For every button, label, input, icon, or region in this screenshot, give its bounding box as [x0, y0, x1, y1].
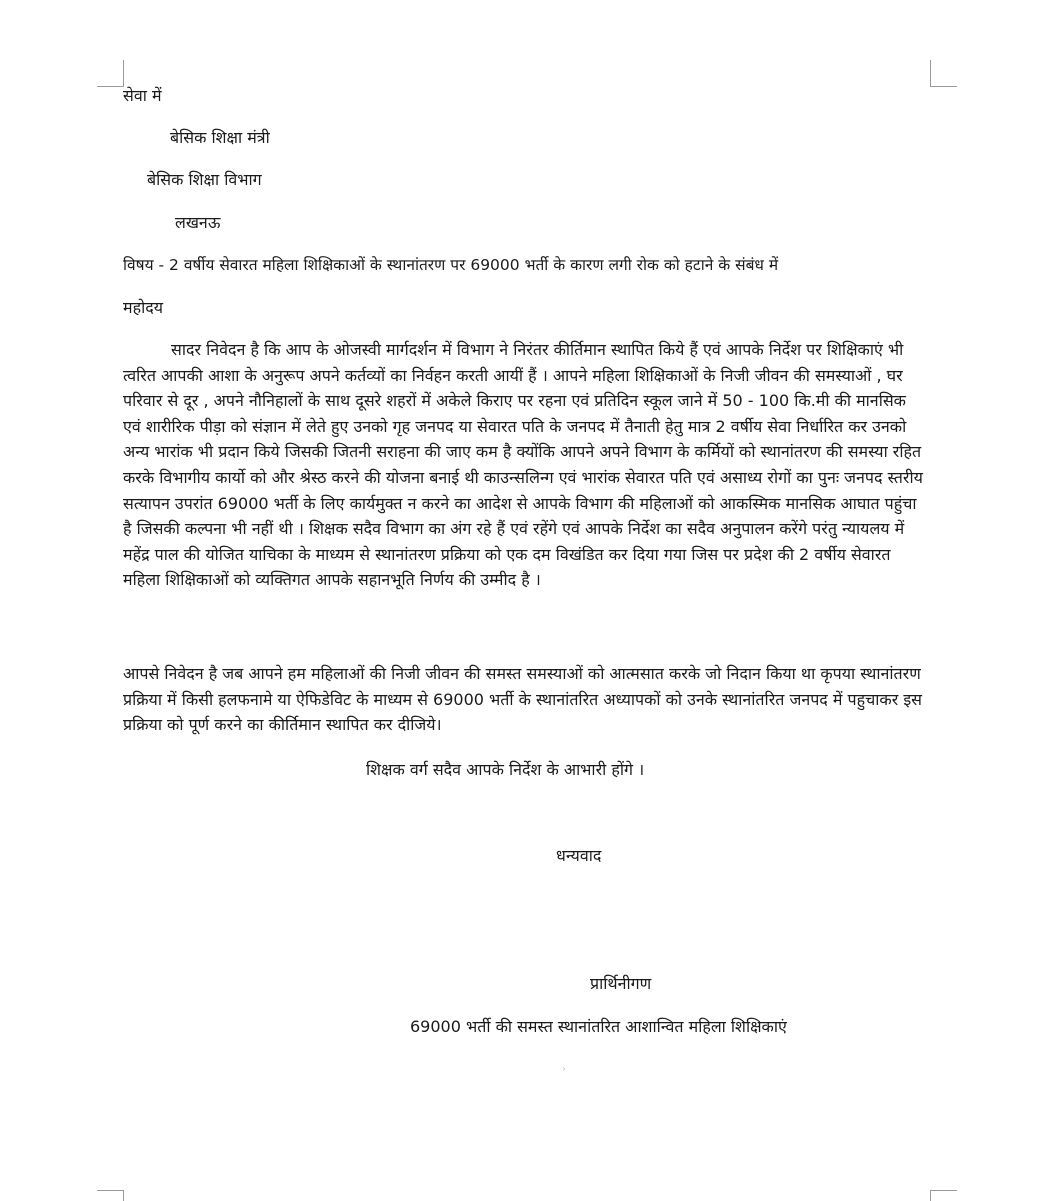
body-paragraph-1 — [123, 337, 925, 593]
faint-mark: › — [562, 1064, 566, 1075]
salutation-to: सेवा में — [123, 86, 162, 105]
signatory-label: प्रार्थिनीगण — [590, 974, 652, 993]
body-paragraph-2 — [123, 661, 925, 738]
page-corner-mark-top-left — [97, 60, 124, 87]
recipient-designation: बेसिक शिक्षा मंत्री — [170, 128, 270, 147]
greeting: महोदय — [123, 298, 163, 317]
page-corner-mark-bottom-left — [97, 1190, 124, 1201]
subject-line: विषय - 2 वर्षीय सेवारत महिला शिक्षिकाओं के स्थानांतरण पर 69000 भर्ती के कारण लगी रोक को हटाने के संबंध में — [123, 256, 779, 274]
signatory-group: 69000 भर्ती की समस्त स्थानांतरित आशान्वित महिला शिक्षिकाएं — [410, 1017, 787, 1036]
page-corner-mark-bottom-right — [930, 1190, 957, 1201]
body-paragraph-1-text: सादर निवेदन है कि आप के ओजस्वी मार्गदर्शन में विभाग ने निरंतर कीर्तिमान स्थापित किये हैं एवं आपके निर्देश पर शिक्षिकाएं भी त्वरित आपकी आशा के अनुरूप अपने कर्तव्यों का निर्वहन करती आयीं हैं । आपने महिला शिक्षिकाओं के निजी जीवन की समस्याओं , घर परिवार से दूर , अपने नौनिहालों के साथ दूसरे शहरों में अकेले किराए पर रहना एवं प्रतिदिन स्कूल जाने में 50 - 100 कि.मी की मानसिक एवं शारीरिक पीड़ा को संज्ञान में लेते हुए उनको गृह जनपद या सेवारत पति के जनपद में तैनाती हेतु मात्र 2 वर्षीय सेवा निर्धारित कर उनको अन्य भारांक भी प्रदान किये जिसकी जितनी सराहना की जाए कम है क्योंकि आपने अपने विभाग के कर्मियों को स्थानांतरण की समस्या रहित करके विभागीय कार्यो को और श्रेस्ठ करने की योजना बनाई थी काउन्सलिन्ग एवं भारांक सेवारत पति एवं असाध्य रोगों का पुनः जनपद स्तरीय सत्यापन उपरांत 69000 भर्ती के लिए कार्यमुक्त न करने का आदेश से आपके विभाग की महिलाओं को आकस्मिक मानसिक आघात पहुंचा है जिसकी कल्पना भी नहीं थी । शिक्षक सदैव विभाग का अंग रहे हैं एवं रहेंगे एवं आपके निर्देश का सदैव अनुपालन करेंगे परंतु न्यायलय में महेंद्र पाल की योजित याचिका के माध्यम से स्थानांतरण प्रक्रिया को एक दम विखंडित कर दिया गया जिस पर प्रदेश की 2 वर्षीय सेवारत महिला शिक्षिकाओं को व्यक्तिगत आपके सहानभूति निर्णय की उम्मीद है । — [123, 340, 923, 590]
thanks-line: धन्यवाद — [556, 846, 602, 865]
recipient-city: लखनऊ — [175, 213, 221, 232]
closing-note: शिक्षक वर्ग सदैव आपके निर्देश के आभारी होंगे । — [366, 760, 645, 779]
recipient-department: बेसिक शिक्षा विभाग — [147, 170, 262, 189]
body-paragraph-2-text: आपसे निवेदन है जब आपने हम महिलाओं की निजी जीवन की समस्त समस्याओं को आत्मसात करके जो निदान किया था कृपया स्थानांतरण प्रक्रिया में किसी हलफनामे या ऐफिडेविट के माध्यम से 69000 भर्ती के स्थानांतरित अध्यापकों को उनके स्थानांतरित जनपद में पहुचाकर इस प्रक्रिया को पूर्ण करने का कीर्तिमान स्थापित कर दीजिये। — [123, 664, 923, 735]
page-corner-mark-top-right — [930, 60, 957, 87]
